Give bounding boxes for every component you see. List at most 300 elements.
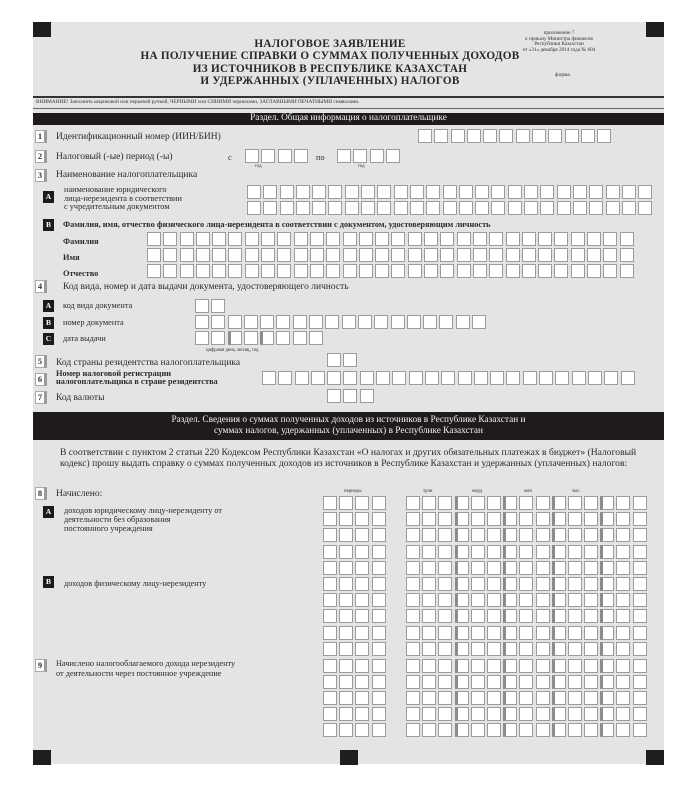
amount-cell[interactable] — [552, 626, 566, 640]
amount-cell[interactable] — [600, 496, 614, 510]
amount-cell[interactable] — [503, 642, 517, 656]
amount-cell[interactable] — [519, 561, 533, 575]
amount-cell[interactable] — [536, 593, 550, 607]
amount-cell[interactable] — [355, 675, 369, 689]
char-cell[interactable] — [294, 264, 308, 278]
amount-cell[interactable] — [633, 659, 647, 673]
char-cell[interactable] — [294, 248, 308, 262]
char-cell[interactable] — [180, 264, 194, 278]
amount-cell[interactable] — [503, 626, 517, 640]
char-cell[interactable] — [353, 149, 367, 163]
amount-cell[interactable] — [422, 642, 436, 656]
amount-cell[interactable] — [406, 707, 420, 721]
amount-cell[interactable] — [455, 609, 469, 623]
char-cell[interactable] — [554, 232, 568, 246]
char-cell[interactable] — [147, 264, 161, 278]
amount-cell[interactable] — [422, 545, 436, 559]
char-cell[interactable] — [408, 264, 422, 278]
amount-cell[interactable] — [339, 642, 353, 656]
amount-cell[interactable] — [355, 561, 369, 575]
char-cell[interactable] — [261, 149, 275, 163]
amount-cell[interactable] — [600, 545, 614, 559]
char-cell[interactable] — [522, 232, 536, 246]
amount-cell[interactable] — [372, 691, 386, 705]
amount-cell[interactable] — [471, 659, 485, 673]
char-cell[interactable] — [538, 248, 552, 262]
amount-cell[interactable] — [552, 723, 566, 737]
char-cell[interactable] — [604, 371, 618, 385]
char-cell[interactable] — [343, 232, 357, 246]
amount-cell[interactable] — [372, 561, 386, 575]
amount-cell[interactable] — [438, 675, 452, 689]
char-cell[interactable] — [375, 232, 389, 246]
amount-cell[interactable] — [438, 609, 452, 623]
amount-cell[interactable] — [552, 593, 566, 607]
amount-cell[interactable] — [552, 545, 566, 559]
char-cell[interactable] — [573, 185, 587, 199]
amount-cell[interactable] — [584, 561, 598, 575]
char-cell[interactable] — [343, 353, 357, 367]
char-cell[interactable] — [490, 371, 504, 385]
amount-cell[interactable] — [455, 691, 469, 705]
amount-cell[interactable] — [471, 707, 485, 721]
amount-cell[interactable] — [422, 496, 436, 510]
amount-cell[interactable] — [355, 577, 369, 591]
amount-cell[interactable] — [503, 577, 517, 591]
char-cell[interactable] — [443, 201, 457, 215]
char-cell[interactable] — [589, 185, 603, 199]
char-cell[interactable] — [554, 248, 568, 262]
amount-cell[interactable] — [616, 528, 630, 542]
char-cell[interactable] — [280, 185, 294, 199]
char-cell[interactable] — [443, 185, 457, 199]
char-cell[interactable] — [394, 201, 408, 215]
amount-cell[interactable] — [372, 512, 386, 526]
amount-cell[interactable] — [633, 626, 647, 640]
amount-cell[interactable] — [438, 659, 452, 673]
char-cell[interactable] — [587, 232, 601, 246]
iin-bin-input[interactable] — [418, 129, 614, 143]
char-cell[interactable] — [391, 315, 405, 329]
char-cell[interactable] — [491, 201, 505, 215]
amount-cell[interactable] — [438, 626, 452, 640]
amount-cell[interactable] — [633, 691, 647, 705]
amount-cell[interactable] — [455, 561, 469, 575]
char-cell[interactable] — [408, 248, 422, 262]
amount-cell[interactable] — [471, 512, 485, 526]
amount-cell[interactable] — [519, 528, 533, 542]
amount-cell[interactable] — [406, 659, 420, 673]
char-cell[interactable] — [410, 201, 424, 215]
amount-cell[interactable] — [584, 528, 598, 542]
char-cell[interactable] — [211, 315, 225, 329]
char-cell[interactable] — [457, 248, 471, 262]
amount-cell[interactable] — [455, 593, 469, 607]
amount-cell[interactable] — [568, 691, 582, 705]
char-cell[interactable] — [459, 185, 473, 199]
amount-cell[interactable] — [584, 675, 598, 689]
amount-cell[interactable] — [406, 561, 420, 575]
amount-cell[interactable] — [487, 577, 501, 591]
amount-cell[interactable] — [339, 496, 353, 510]
char-cell[interactable] — [345, 201, 359, 215]
amount-cell[interactable] — [519, 642, 533, 656]
amount-cell[interactable] — [323, 561, 337, 575]
amount-cell[interactable] — [600, 723, 614, 737]
char-cell[interactable] — [392, 371, 406, 385]
char-cell[interactable] — [211, 299, 225, 313]
char-cell[interactable] — [370, 149, 384, 163]
char-cell[interactable] — [581, 129, 595, 143]
amount-cell[interactable] — [487, 675, 501, 689]
char-cell[interactable] — [458, 371, 472, 385]
char-cell[interactable] — [296, 201, 310, 215]
char-cell[interactable] — [345, 185, 359, 199]
amount-cell[interactable] — [600, 659, 614, 673]
char-cell[interactable] — [327, 371, 341, 385]
amount-cell[interactable] — [584, 577, 598, 591]
amount-cell[interactable] — [568, 577, 582, 591]
char-cell[interactable] — [342, 315, 356, 329]
amount-cell[interactable] — [633, 528, 647, 542]
amount-cell[interactable] — [471, 545, 485, 559]
char-cell[interactable] — [565, 129, 579, 143]
char-cell[interactable] — [293, 331, 307, 345]
amount-cell[interactable] — [406, 691, 420, 705]
amount-cell[interactable] — [455, 626, 469, 640]
char-cell[interactable] — [261, 248, 275, 262]
amount-cell[interactable] — [339, 577, 353, 591]
amount-cell[interactable] — [487, 545, 501, 559]
amount-cell[interactable] — [536, 659, 550, 673]
amount-cell[interactable] — [487, 691, 501, 705]
amount-cell[interactable] — [323, 659, 337, 673]
char-cell[interactable] — [572, 371, 586, 385]
char-cell[interactable] — [426, 201, 440, 215]
char-cell[interactable] — [473, 248, 487, 262]
char-cell[interactable] — [312, 185, 326, 199]
char-cell[interactable] — [489, 264, 503, 278]
amount-cell[interactable] — [422, 512, 436, 526]
amount-cell[interactable] — [600, 626, 614, 640]
amount-cell[interactable] — [552, 659, 566, 673]
amount-cell[interactable] — [355, 512, 369, 526]
amount-cell[interactable] — [339, 609, 353, 623]
amount-cell[interactable] — [584, 707, 598, 721]
amount-cell[interactable] — [487, 561, 501, 575]
amount-cell[interactable] — [323, 528, 337, 542]
char-cell[interactable] — [394, 185, 408, 199]
char-cell[interactable] — [375, 248, 389, 262]
char-cell[interactable] — [262, 371, 276, 385]
amount-cell[interactable] — [552, 561, 566, 575]
amount-cell[interactable] — [503, 512, 517, 526]
amount-cell[interactable] — [633, 593, 647, 607]
amount-cell[interactable] — [323, 675, 337, 689]
amount-cell[interactable] — [503, 609, 517, 623]
char-cell[interactable] — [524, 201, 538, 215]
char-cell[interactable] — [523, 371, 537, 385]
char-cell[interactable] — [538, 264, 552, 278]
char-cell[interactable] — [548, 129, 562, 143]
amount-cell[interactable] — [455, 545, 469, 559]
char-cell[interactable] — [622, 201, 636, 215]
amount-cell[interactable] — [355, 707, 369, 721]
amount-cell[interactable] — [372, 577, 386, 591]
amount-cell[interactable] — [503, 675, 517, 689]
amount-cell[interactable] — [503, 561, 517, 575]
char-cell[interactable] — [620, 264, 634, 278]
amount-cell[interactable] — [372, 545, 386, 559]
char-cell[interactable] — [638, 185, 652, 199]
amount-cell[interactable] — [438, 512, 452, 526]
amount-cell[interactable] — [568, 496, 582, 510]
char-cell[interactable] — [261, 232, 275, 246]
char-cell[interactable] — [451, 129, 465, 143]
amount-cell[interactable] — [536, 561, 550, 575]
amount-cell[interactable] — [339, 561, 353, 575]
amount-cell[interactable] — [455, 723, 469, 737]
char-cell[interactable] — [555, 371, 569, 385]
char-cell[interactable] — [309, 331, 323, 345]
amount-cell[interactable] — [616, 659, 630, 673]
char-cell[interactable] — [247, 201, 261, 215]
amount-cell[interactable] — [406, 642, 420, 656]
period-to-year-input[interactable] — [337, 149, 402, 163]
amount-cell[interactable] — [355, 545, 369, 559]
amount-cell[interactable] — [633, 609, 647, 623]
char-cell[interactable] — [277, 232, 291, 246]
amount-cell[interactable] — [633, 561, 647, 575]
char-cell[interactable] — [457, 232, 471, 246]
amount-cell[interactable] — [455, 659, 469, 673]
amount-cell[interactable] — [519, 512, 533, 526]
amount-cell[interactable] — [600, 512, 614, 526]
char-cell[interactable] — [294, 232, 308, 246]
amount-cell[interactable] — [471, 561, 485, 575]
amount-cell[interactable] — [355, 609, 369, 623]
char-cell[interactable] — [539, 371, 553, 385]
char-cell[interactable] — [589, 201, 603, 215]
amount-cell[interactable] — [406, 496, 420, 510]
amount-cell[interactable] — [584, 691, 598, 705]
char-cell[interactable] — [245, 248, 259, 262]
amount-cell[interactable] — [584, 593, 598, 607]
amount-cell[interactable] — [372, 723, 386, 737]
amount-cell[interactable] — [552, 642, 566, 656]
char-cell[interactable] — [424, 264, 438, 278]
amount-cell[interactable] — [503, 593, 517, 607]
amount-cell[interactable] — [503, 723, 517, 737]
char-cell[interactable] — [195, 331, 209, 345]
amount-cell[interactable] — [471, 723, 485, 737]
char-cell[interactable] — [571, 264, 585, 278]
amount-cell[interactable] — [519, 609, 533, 623]
amount-cell[interactable] — [552, 691, 566, 705]
char-cell[interactable] — [424, 248, 438, 262]
char-cell[interactable] — [524, 185, 538, 199]
char-cell[interactable] — [557, 185, 571, 199]
amount-cell[interactable] — [323, 707, 337, 721]
amount-cell[interactable] — [568, 528, 582, 542]
amount-cell[interactable] — [568, 642, 582, 656]
char-cell[interactable] — [263, 185, 277, 199]
amount-cell[interactable] — [339, 528, 353, 542]
amount-cell[interactable] — [633, 512, 647, 526]
amount-cell[interactable] — [552, 675, 566, 689]
char-cell[interactable] — [621, 371, 635, 385]
char-cell[interactable] — [540, 185, 554, 199]
char-cell[interactable] — [260, 331, 274, 345]
amount-cell[interactable] — [536, 626, 550, 640]
char-cell[interactable] — [603, 232, 617, 246]
char-cell[interactable] — [587, 264, 601, 278]
amount-cell[interactable] — [536, 723, 550, 737]
amount-cell[interactable] — [471, 675, 485, 689]
amount-cell[interactable] — [536, 545, 550, 559]
char-cell[interactable] — [483, 129, 497, 143]
amount-cell[interactable] — [633, 577, 647, 591]
amount-cell[interactable] — [355, 723, 369, 737]
amount-cell[interactable] — [616, 723, 630, 737]
char-cell[interactable] — [418, 129, 432, 143]
amount-cell[interactable] — [519, 496, 533, 510]
char-cell[interactable] — [489, 232, 503, 246]
amount-cell[interactable] — [339, 691, 353, 705]
amount-cell[interactable] — [616, 496, 630, 510]
char-cell[interactable] — [391, 248, 405, 262]
amount-cell[interactable] — [323, 577, 337, 591]
amount-cell[interactable] — [633, 496, 647, 510]
amount-cell[interactable] — [584, 659, 598, 673]
char-cell[interactable] — [506, 248, 520, 262]
amount-cell[interactable] — [519, 691, 533, 705]
char-cell[interactable] — [426, 185, 440, 199]
amount-cell[interactable] — [406, 609, 420, 623]
amount-cell[interactable] — [487, 512, 501, 526]
char-cell[interactable] — [475, 185, 489, 199]
amount-cell[interactable] — [422, 659, 436, 673]
char-cell[interactable] — [196, 248, 210, 262]
char-cell[interactable] — [391, 264, 405, 278]
char-cell[interactable] — [597, 129, 611, 143]
char-cell[interactable] — [474, 371, 488, 385]
amount-cell[interactable] — [519, 707, 533, 721]
amount-cell[interactable] — [372, 659, 386, 673]
amount-cell[interactable] — [568, 609, 582, 623]
amount-cell[interactable] — [406, 723, 420, 737]
amount-cell[interactable] — [355, 528, 369, 542]
amount-cell[interactable] — [471, 642, 485, 656]
currency-code-input[interactable] — [327, 389, 376, 403]
char-cell[interactable] — [245, 232, 259, 246]
char-cell[interactable] — [603, 264, 617, 278]
amount-cell[interactable] — [487, 707, 501, 721]
char-cell[interactable] — [228, 232, 242, 246]
amount-cell[interactable] — [438, 642, 452, 656]
char-cell[interactable] — [337, 149, 351, 163]
char-cell[interactable] — [310, 232, 324, 246]
char-cell[interactable] — [228, 315, 242, 329]
char-cell[interactable] — [278, 371, 292, 385]
char-cell[interactable] — [147, 248, 161, 262]
periods-grid[interactable] — [323, 496, 388, 740]
amount-cell[interactable] — [600, 561, 614, 575]
period-from-year-input[interactable] — [245, 149, 310, 163]
char-cell[interactable] — [327, 389, 341, 403]
residence-country-code-input[interactable] — [327, 353, 360, 367]
char-cell[interactable] — [163, 232, 177, 246]
char-cell[interactable] — [440, 264, 454, 278]
amount-cell[interactable] — [600, 691, 614, 705]
char-cell[interactable] — [196, 264, 210, 278]
amount-cell[interactable] — [584, 723, 598, 737]
amount-cell[interactable] — [406, 512, 420, 526]
char-cell[interactable] — [244, 331, 258, 345]
amount-cell[interactable] — [600, 577, 614, 591]
char-cell[interactable] — [571, 248, 585, 262]
amount-cell[interactable] — [519, 723, 533, 737]
amount-cell[interactable] — [616, 691, 630, 705]
amount-cell[interactable] — [616, 626, 630, 640]
char-cell[interactable] — [360, 371, 374, 385]
amount-cell[interactable] — [487, 496, 501, 510]
amount-cell[interactable] — [503, 707, 517, 721]
amount-cell[interactable] — [584, 512, 598, 526]
char-cell[interactable] — [603, 248, 617, 262]
amount-cell[interactable] — [487, 626, 501, 640]
amount-cell[interactable] — [355, 691, 369, 705]
char-cell[interactable] — [540, 201, 554, 215]
amount-cell[interactable] — [471, 577, 485, 591]
amount-cell[interactable] — [503, 545, 517, 559]
amount-cell[interactable] — [584, 609, 598, 623]
char-cell[interactable] — [343, 389, 357, 403]
char-cell[interactable] — [245, 149, 259, 163]
char-cell[interactable] — [508, 201, 522, 215]
char-cell[interactable] — [147, 232, 161, 246]
amount-cell[interactable] — [536, 528, 550, 542]
amount-cell[interactable] — [323, 626, 337, 640]
amount-cell[interactable] — [372, 593, 386, 607]
char-cell[interactable] — [467, 129, 481, 143]
char-cell[interactable] — [276, 331, 290, 345]
char-cell[interactable] — [532, 129, 546, 143]
document-number-input[interactable] — [195, 315, 488, 329]
char-cell[interactable] — [408, 232, 422, 246]
char-cell[interactable] — [441, 371, 455, 385]
char-cell[interactable] — [195, 315, 209, 329]
amount-cell[interactable] — [519, 675, 533, 689]
char-cell[interactable] — [409, 371, 423, 385]
char-cell[interactable] — [244, 315, 258, 329]
amount-cell[interactable] — [372, 675, 386, 689]
amount-cell[interactable] — [339, 723, 353, 737]
amount-cell[interactable] — [503, 496, 517, 510]
amount-cell[interactable] — [422, 528, 436, 542]
char-cell[interactable] — [359, 264, 373, 278]
amount-cell[interactable] — [339, 545, 353, 559]
amount-cell[interactable] — [616, 577, 630, 591]
amount-cell[interactable] — [422, 609, 436, 623]
amount-cell[interactable] — [552, 496, 566, 510]
char-cell[interactable] — [326, 248, 340, 262]
amount-cell[interactable] — [584, 545, 598, 559]
char-cell[interactable] — [228, 248, 242, 262]
amount-cell[interactable] — [552, 577, 566, 591]
amount-cell[interactable] — [323, 691, 337, 705]
char-cell[interactable] — [588, 371, 602, 385]
